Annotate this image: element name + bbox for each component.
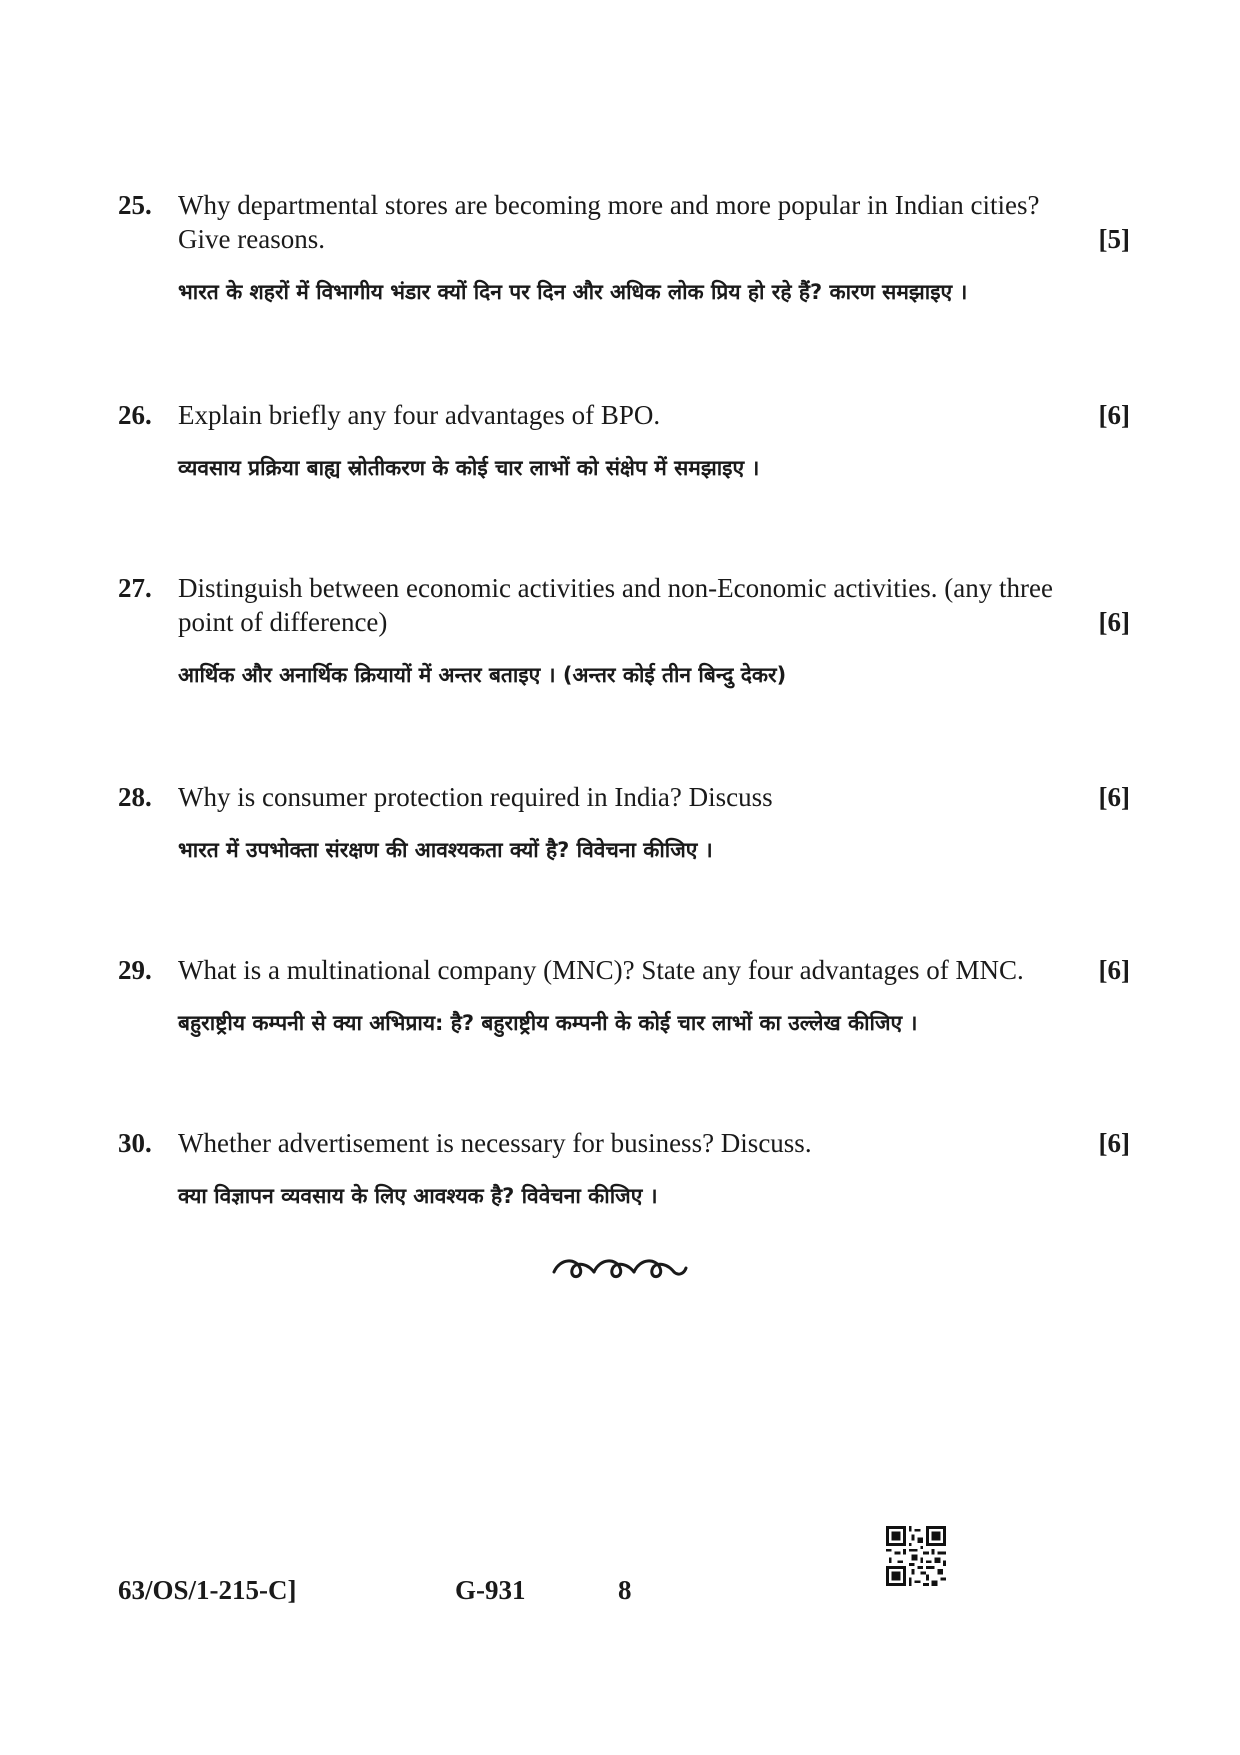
question-25 (118, 188, 1130, 306)
question-hindi: व्यवसाय प्रक्रिया बाह्य स्रोतीकरण के कोई चार लाभों को संक्षेप में समझाइए । (178, 456, 760, 480)
question-marks: [6] (1098, 1128, 1130, 1158)
question-hindi: भारत के शहरों में विभागीय भंडार क्यों दिन पर दिन और अधिक लोक प्रिय हो रहे हैं? कारण समझाइए । (178, 280, 968, 304)
question-text-line1: Why is consumer protection required in India? Discuss (178, 782, 773, 812)
footer-series: G-931 (455, 1575, 526, 1605)
footer-page-number: 8 (618, 1575, 632, 1605)
question-marks: [5] (1098, 224, 1130, 254)
question-text-line1: What is a multinational company (MNC)? State any four advantages of MNC. (178, 955, 1024, 985)
question-hindi: आर्थिक और अनार्थिक क्रियायों में अन्तर बताइए । (अन्तर कोई तीन बिन्दु देकर) (178, 663, 787, 687)
question-number: 28. (118, 782, 152, 812)
question-number: 27. (118, 573, 152, 603)
qr-code-icon (886, 1526, 946, 1586)
question-marks: [6] (1098, 955, 1130, 985)
question-text-line1: Distinguish between economic activities and non-Economic activities. (any three (178, 573, 1053, 603)
question-text-line1: Explain briefly any four advantages of BPO. (178, 400, 661, 430)
question-english (118, 571, 1130, 605)
question-english-line2-row (118, 222, 1130, 256)
question-text-line1: Whether advertisement is necessary for business? Discuss. (178, 1128, 812, 1158)
question-text-line2: point of difference) (178, 607, 388, 637)
footer-paper-code: 63/OS/1-215-C] (118, 1575, 297, 1605)
question-text-line2: Give reasons. (178, 224, 325, 254)
question-hindi: भारत में उपभोक्ता संरक्षण की आवश्यकता क्यों है? विवेचना कीजिए । (178, 838, 713, 862)
question-english (118, 188, 1130, 222)
end-ornament-icon (550, 1250, 690, 1286)
question-hindi: क्या विज्ञापन व्यवसाय के लिए आवश्यक है? विवेचना कीजिए । (178, 1184, 658, 1208)
question-number: 26. (118, 400, 152, 430)
question-number: 30. (118, 1128, 152, 1158)
question-hindi: बहुराष्ट्रीय कम्पनी से क्या अभिप्राय: है? बहुराष्ट्रीय कम्पनी के कोई चार लाभों का उल्लेख कीजिए । (178, 1011, 918, 1035)
question-26 (118, 398, 1130, 482)
question-number: 29. (118, 955, 152, 985)
question-english (118, 398, 1130, 432)
question-29 (118, 953, 1130, 1037)
question-english (118, 1126, 1130, 1160)
question-number: 25. (118, 190, 152, 220)
question-marks: [6] (1098, 607, 1130, 637)
question-marks: [6] (1098, 782, 1130, 812)
question-english-line2-row (118, 605, 1130, 639)
question-english (118, 780, 1130, 814)
question-27 (118, 571, 1130, 689)
question-text-line1: Why departmental stores are becoming more and more popular in Indian cities? (178, 190, 1040, 220)
question-english (118, 953, 1130, 987)
question-30 (118, 1126, 1130, 1210)
question-marks: [6] (1098, 400, 1130, 430)
question-28 (118, 780, 1130, 864)
